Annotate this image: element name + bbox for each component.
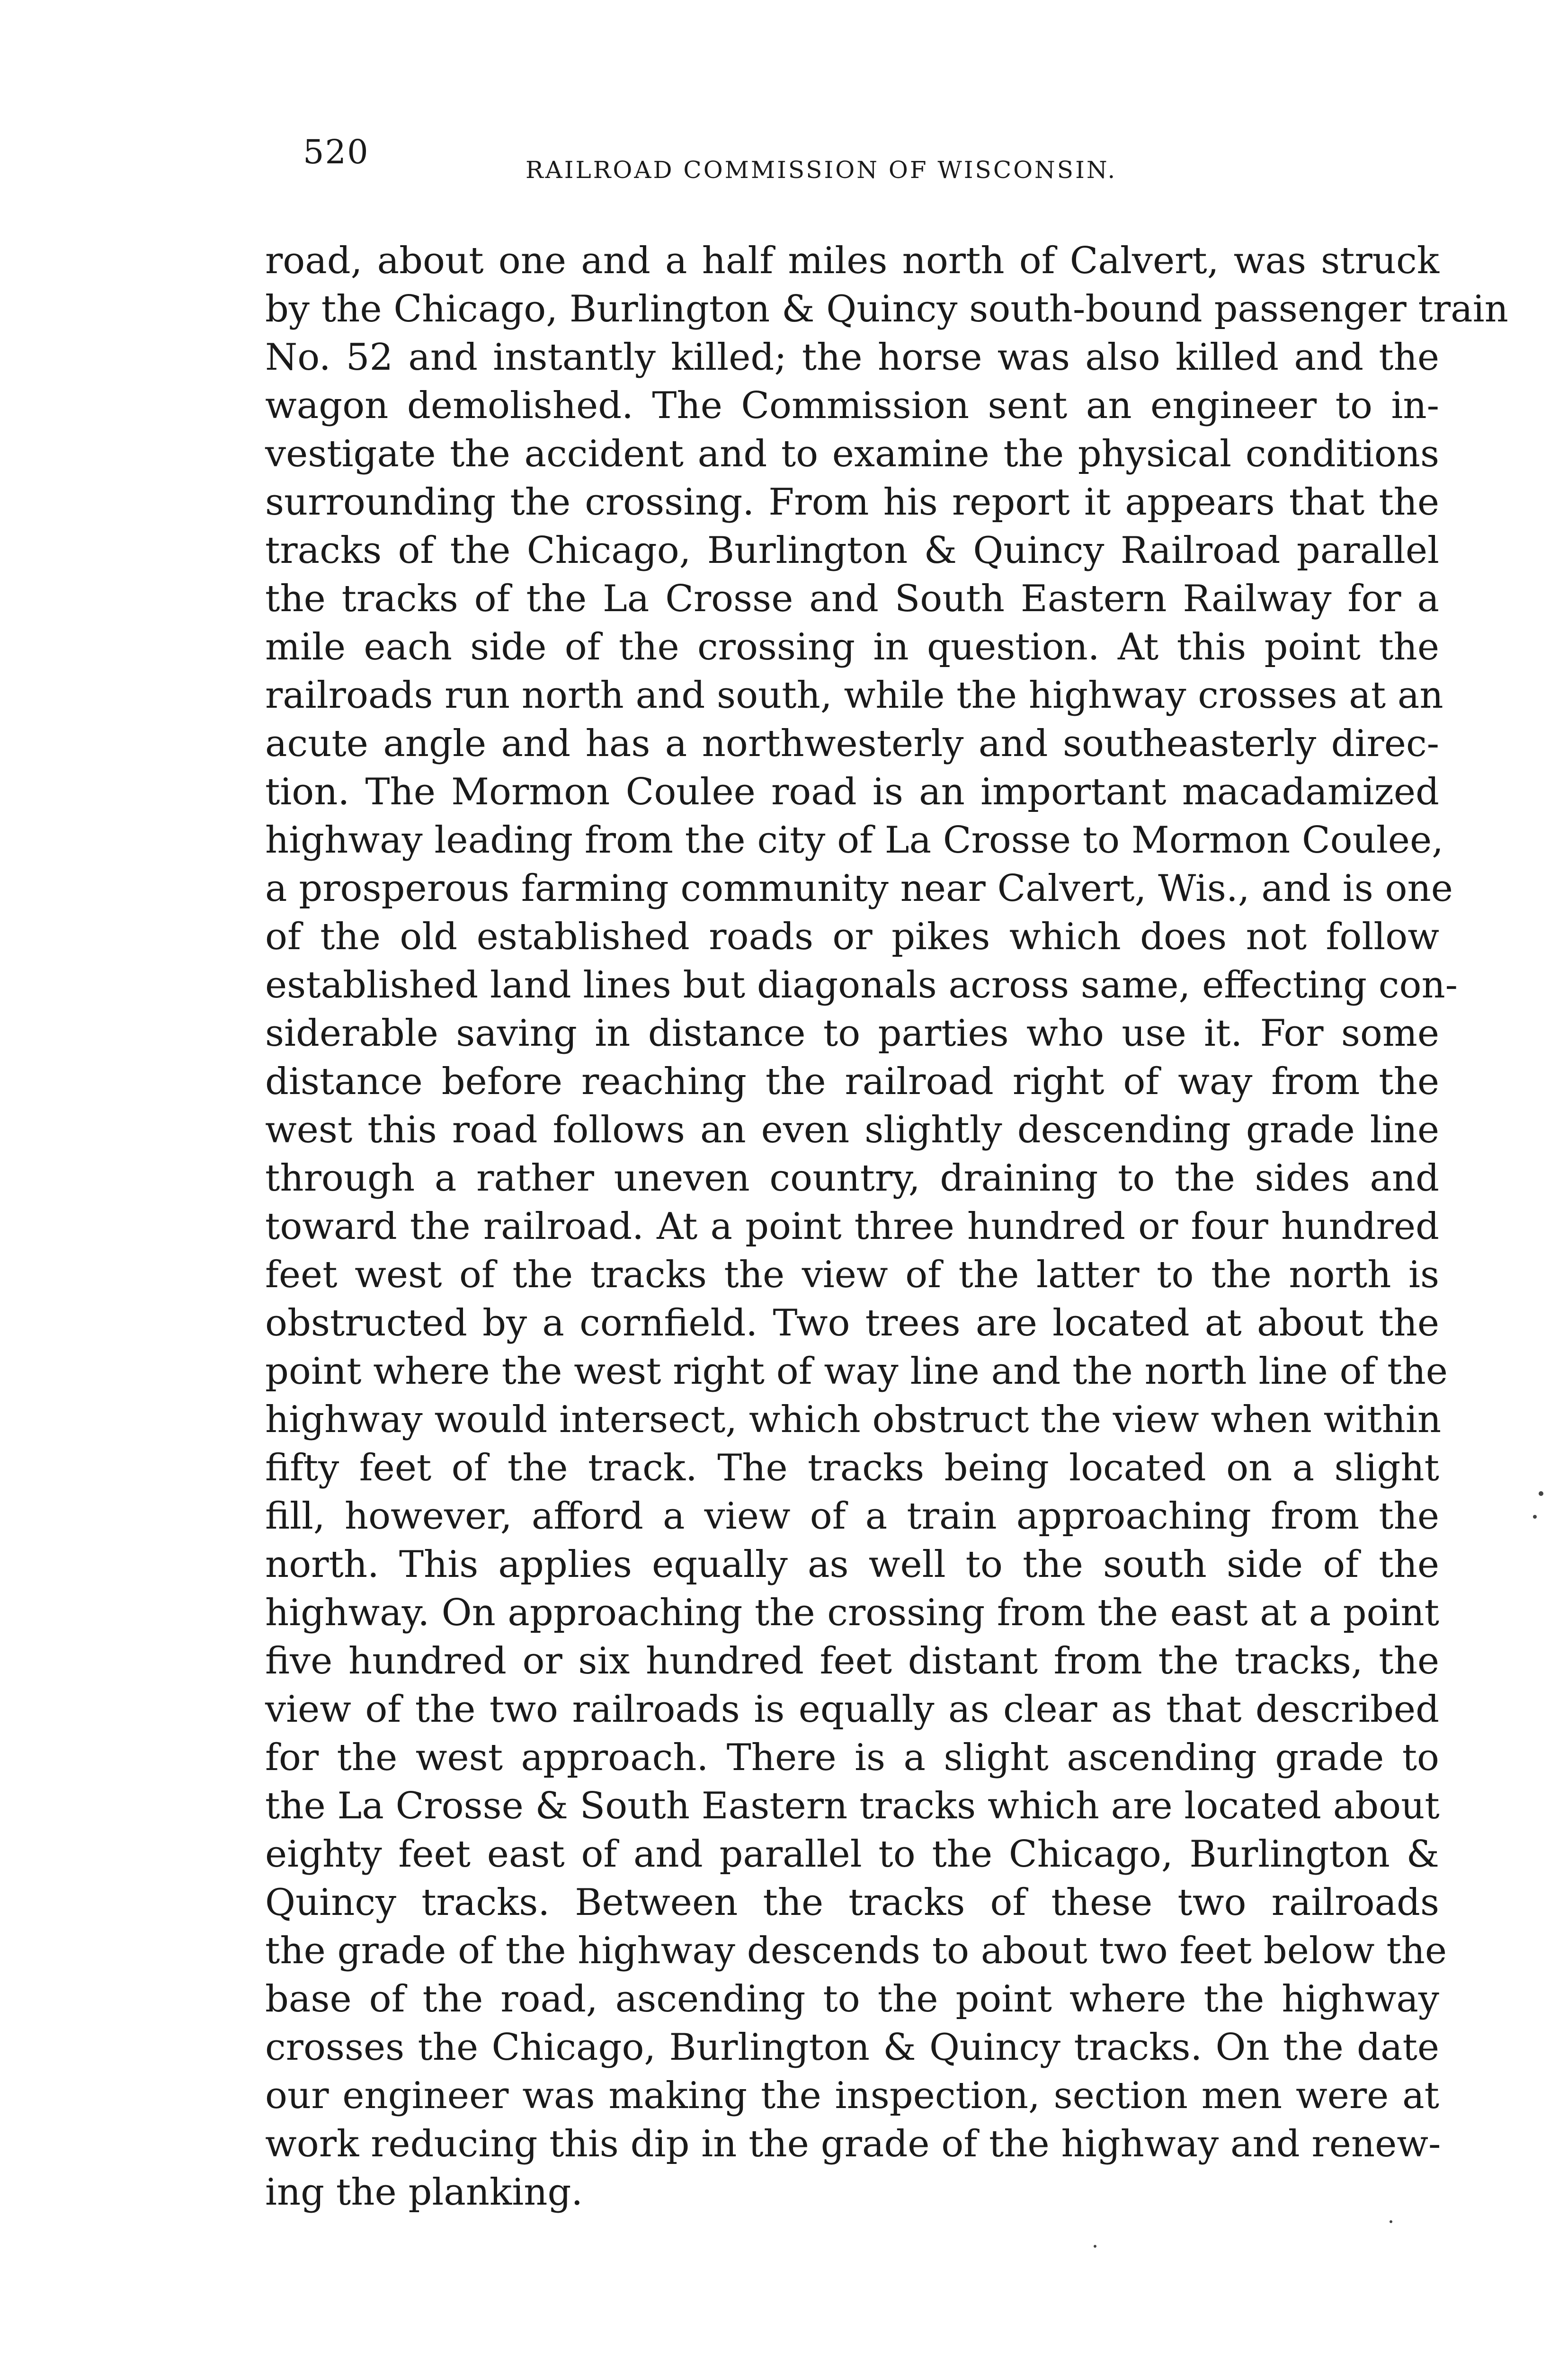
text-line: distance before reaching the railroad right of way from the [265,1060,1439,1103]
text-line: wagon demolished. The Commission sent an engineer to in- [265,384,1439,427]
text-line: fifty feet of the track. The tracks being located on a slight [265,1447,1439,1489]
text-line: mile each side of the crossing in question. At this point the [265,626,1439,668]
text-line: through a rather uneven country, draining to the sides and [265,1157,1439,1200]
text-line: tion. The Mormon Coulee road is an important macadamized [265,771,1439,813]
text-line: road, about one and a half miles north of Calvert, was struck [265,240,1439,282]
text-line: of the old established roads or pikes which does not follow [265,916,1439,958]
text-line: obstructed by a cornfield. Two trees are located at about the [265,1302,1439,1344]
text-line: acute angle and has a northwesterly and southeasterly direc- [265,722,1439,765]
text-line: vestigate the accident and to examine the physical conditions [265,433,1439,475]
text-line-last: ing the planking. [265,2171,583,2214]
running-head: RAILROAD COMMISSION OF WISCONSIN. [526,156,1117,184]
text-line: west this road follows an even slightly descending grade line [265,1109,1439,1151]
text-line: view of the two railroads is equally as clear as that described [265,1688,1439,1731]
text-line: surrounding the crossing. From his report it appears that the [265,481,1439,524]
text-line: tracks of the Chicago, Burlington & Quincy Railroad parallel [265,529,1439,572]
text-line: five hundred or six hundred feet distant from the tracks, the [265,1640,1439,1682]
text-line: the grade of the highway descends to about two feet below the [265,1930,1447,1972]
text-line: the tracks of the La Crosse and South Eastern Railway for a [265,578,1439,620]
text-line: toward the railroad. At a point three hundred or four hundred [265,1205,1439,1248]
text-line: Quincy tracks. Between the tracks of these two railroads [265,1881,1439,1924]
text-line: No. 52 and instantly killed; the horse was also killed and the [265,336,1439,379]
text-line: highway would intersect, which obstruct the view when within [265,1398,1442,1441]
text-line: crosses the Chicago, Burlington & Quincy tracks. On the date [265,2026,1439,2069]
text-line: feet west of the tracks the view of the latter to the north is [265,1254,1439,1296]
text-line: highway leading from the city of La Crosse to Mormon Coulee, [265,819,1443,862]
text-line: for the west approach. There is a slight ascending grade to [265,1736,1439,1779]
text-line: our engineer was making the inspection, section men were at [265,2074,1439,2117]
text-line: established land lines but diagonals across same, effecting con- [265,964,1458,1006]
scan-speck [1094,2245,1096,2248]
text-line: base of the road, ascending to the point where the highway [265,1978,1439,2020]
scan-speck [1539,1491,1543,1496]
text-line: fill, however, afford a view of a train approaching from the [265,1495,1439,1538]
text-line: siderable saving in distance to parties who use it. For some [265,1012,1439,1055]
text-line: highway. On approaching the crossing from the east at a point [265,1592,1439,1634]
text-line: railroads run north and south, while the highway crosses at an [265,674,1443,717]
text-line: a prosperous farming community near Calvert, Wis., and is one [265,867,1453,910]
text-line: point where the west right of way line and the north line of the [265,1350,1448,1393]
page-number: 520 [303,133,369,171]
text-line: work reducing this dip in the grade of the highway and renew- [265,2123,1441,2165]
text-line: eighty feet east of and parallel to the Chicago, Burlington & [265,1833,1439,1876]
scan-speck [1390,2220,1392,2223]
text-line: north. This applies equally as well to the south side of the [265,1543,1439,1586]
text-line: by the Chicago, Burlington & Quincy south-bound passenger train [265,288,1508,330]
text-line: the La Crosse & South Eastern tracks which are located about [265,1785,1440,1827]
body-paragraph [265,237,1508,2216]
scan-speck [1533,1515,1537,1519]
